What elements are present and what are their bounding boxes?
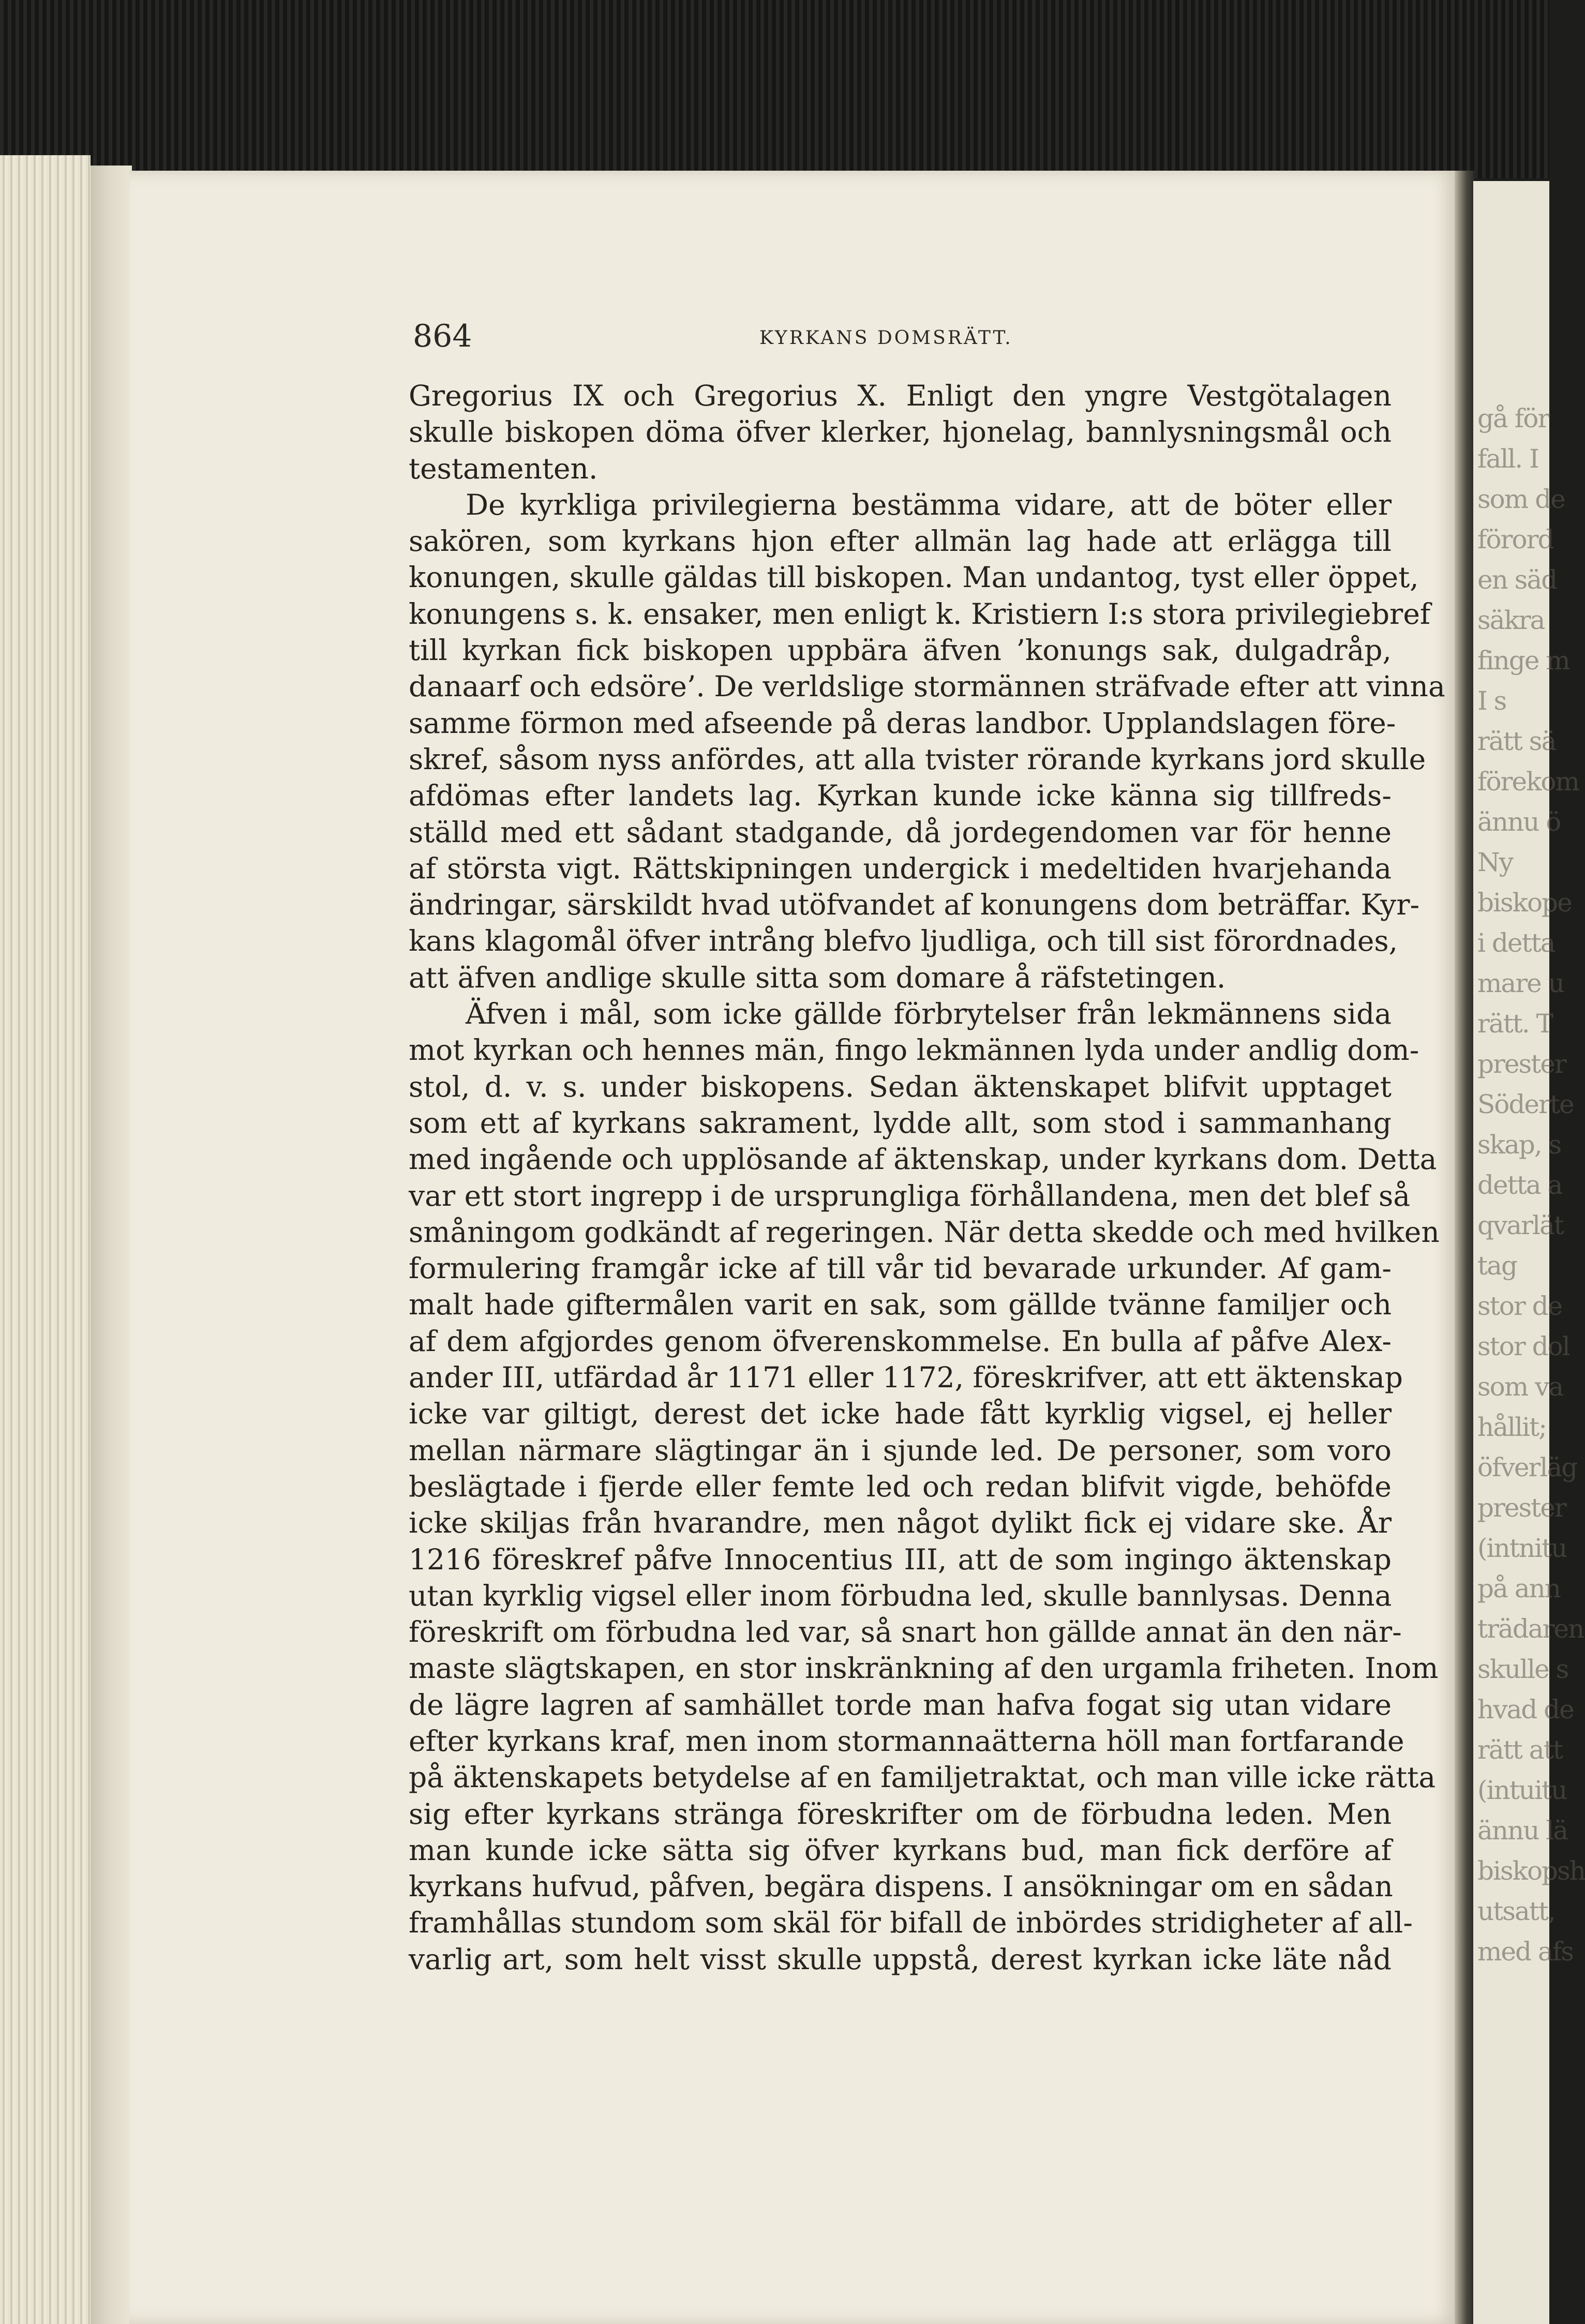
- facing-page-fragment: som de: [1477, 484, 1565, 514]
- text-line: ander III, utfärdad år 1171 eller 1172, föreskrifver, att ett äktenskap: [409, 1361, 1403, 1395]
- scan-background-top: [0, 0, 1549, 178]
- left-gutter: [91, 166, 132, 2324]
- facing-page-fragment: förekom: [1477, 767, 1579, 797]
- text-line: utan kyrklig vigsel eller inom förbudna led, skulle bannlysas. Denna: [409, 1579, 1392, 1612]
- text-line: ställd med ett sådant stadgande, då jordegendomen var för henne: [409, 815, 1392, 849]
- facing-page-fragment: med afs: [1477, 1937, 1573, 1967]
- text-line: kans klagomål öfver intrång blefvo ljudliga, och till sist förordnades,: [409, 924, 1398, 958]
- text-line: af största vigt. Rättskipningen undergick i medeltiden hvarjehanda: [409, 851, 1392, 885]
- text-line: mot kyrkan och hennes män, fingo lekmännen lyda under andlig dom-: [409, 1033, 1419, 1067]
- facing-page-fragment: Söderte: [1477, 1089, 1574, 1119]
- text-line: beslägtade i fjerde eller femte led och redan blifvit vigde, behöfde: [409, 1470, 1392, 1503]
- facing-page-fragment: som va: [1477, 1372, 1563, 1402]
- text-line: konungen, skulle gäldas till biskopen. Man undantog, tyst eller öppet,: [409, 561, 1419, 594]
- text-line: formulering framgår icke af till vår tid bevarade urkunder. Af gam-: [409, 1252, 1392, 1285]
- facing-page-fragment: biskopsh: [1477, 1856, 1585, 1886]
- text-line: De kyrkliga privilegierna bestämma vidare, att de böter eller: [466, 488, 1392, 521]
- text-line: Äfven i mål, som icke gällde förbrytelser från lekmännens sida: [466, 997, 1392, 1031]
- facing-page-fragment: skap, s: [1477, 1130, 1561, 1160]
- text-line: varlig art, som helt visst skulle uppstå, derest kyrkan icke läte nåd: [409, 1942, 1392, 1976]
- facing-page-fragment: på ann: [1477, 1573, 1560, 1603]
- text-line: konungens s. k. ensaker, men enligt k. Kristiern I:s stora privilegiebref: [409, 597, 1431, 631]
- facing-page-fragment: utsatt,: [1477, 1896, 1555, 1926]
- facing-page-fragment: gå för: [1477, 403, 1549, 433]
- facing-page-fragment: (intnitu: [1477, 1533, 1567, 1563]
- page-number: 864: [413, 318, 472, 354]
- facing-page-fragment: stor dol: [1477, 1331, 1569, 1361]
- book-spine-shadow: [1455, 171, 1474, 2324]
- text-line: småningom godkändt af regeringen. När detta skedde och med hvilken: [409, 1215, 1440, 1249]
- facing-page-fragment: I s: [1477, 686, 1506, 716]
- facing-page-fragment: prester: [1477, 1049, 1566, 1079]
- facing-page-fragment: rätt att: [1477, 1735, 1562, 1765]
- running-head: KYRKANS DOMSRÄTT.: [759, 327, 1013, 349]
- facing-page-text: [1477, 398, 1585, 1972]
- text-line: kyrkans hufvud, påfven, begära dispens. I ansökningar om en sådan: [409, 1870, 1393, 1903]
- text-line: icke var giltigt, derest det icke hade fått kyrklig vigsel, ej heller: [409, 1397, 1392, 1431]
- text-line: efter kyrkans kraf, men inom stormannaätterna höll man fortfarande: [409, 1724, 1404, 1758]
- body-text: [409, 378, 1445, 1977]
- facing-page-fragment: ännu ö: [1477, 807, 1561, 837]
- facing-page: [1473, 181, 1585, 2324]
- facing-page-fragment: rätt. T: [1477, 1009, 1553, 1039]
- text-line: var ett stort ingrepp i de ursprungliga förhållandena, men det blef så: [409, 1179, 1411, 1212]
- text-line: man kunde icke sätta sig öfver kyrkans bud, man fick derföre af: [409, 1833, 1392, 1867]
- text-line: sig efter kyrkans stränga föreskrifter om de förbudna leden. Men: [409, 1797, 1392, 1831]
- facing-page-fragment: qvarlät: [1477, 1210, 1563, 1240]
- facing-page-fragment: biskope: [1477, 888, 1572, 918]
- text-line: att äfven andlige skulle sitta som domare å räfstetingen.: [409, 961, 1226, 994]
- text-line: Gregorius IX och Gregorius X. Enligt den yngre Vestgötalagen: [409, 379, 1392, 412]
- text-line: afdömas efter landets lag. Kyrkan kunde icke känna sig tillfreds-: [409, 779, 1392, 813]
- text-line: mellan närmare slägtingar än i sjunde led. De personer, som voro: [409, 1433, 1392, 1467]
- text-line: malt hade giftermålen varit en sak, som gällde tvänne familjer och: [409, 1288, 1392, 1322]
- text-line: till kyrkan fick biskopen uppbära äfven ’konungs sak, dulgadråp,: [409, 634, 1392, 667]
- facing-page-fragment: hållit;: [1477, 1412, 1546, 1442]
- facing-page-fragment: öfverläg: [1477, 1452, 1577, 1482]
- text-line: danaarf och edsöre’. De verldslige stormännen sträfvade efter att vinna: [409, 670, 1445, 703]
- text-line: de lägre lagren af samhället torde man hafva fogat sig utan vidare: [409, 1688, 1392, 1721]
- facing-page-fragment: hvad de: [1477, 1695, 1574, 1725]
- text-line: icke skiljas från hvarandre, men något dylikt fick ej vidare ske. År: [409, 1506, 1392, 1540]
- page-stack-edge: [0, 155, 91, 2324]
- facing-page-fragment: trädaren: [1477, 1614, 1584, 1644]
- page-header: [413, 318, 1385, 365]
- facing-page-fragment: tag: [1477, 1251, 1517, 1281]
- facing-page-fragment: en säd: [1477, 565, 1557, 595]
- text-line: föreskrift om förbudna led var, så snart hon gällde annat än den när-: [409, 1615, 1402, 1649]
- text-line: skulle biskopen döma öfver klerker, hjonelag, bannlysningsmål och: [409, 415, 1392, 449]
- text-line: skref, såsom nyss anfördes, att alla tvister rörande kyrkans jord skulle: [409, 742, 1426, 776]
- text-line: på äktenskapets betydelse af en familjetraktat, och man ville icke rätta: [409, 1761, 1436, 1794]
- facing-page-fragment: ännu lä: [1477, 1816, 1568, 1846]
- facing-page-fragment: mare u: [1477, 968, 1564, 998]
- facing-page-fragment: prester: [1477, 1493, 1566, 1523]
- facing-page-fragment: Ny: [1477, 847, 1513, 877]
- text-line: maste slägtskapen, en stor inskränkning af den urgamla friheten. Inom: [409, 1652, 1439, 1685]
- facing-page-fragment: fall. I: [1477, 444, 1538, 474]
- text-line: som ett af kyrkans sakrament, lydde allt, som stod i sammanhang: [409, 1106, 1392, 1139]
- facing-page-fragment: (intuitu: [1477, 1775, 1567, 1805]
- text-line: 1216 föreskref påfve Innocentius III, att de som ingingo äktenskap: [409, 1542, 1392, 1576]
- facing-page-fragment: förord: [1477, 524, 1553, 554]
- text-line: sakören, som kyrkans hjon efter allmän lag hade att erlägga till: [409, 524, 1392, 558]
- facing-page-fragment: detta a: [1477, 1170, 1562, 1200]
- text-line: stol, d. v. s. under biskopens. Sedan äktenskapet blifvit upptaget: [409, 1070, 1392, 1103]
- facing-page-fragment: säkra: [1477, 605, 1545, 635]
- facing-page-fragment: rätt sä: [1477, 726, 1556, 756]
- text-line: testamenten.: [409, 452, 598, 485]
- facing-page-fragment: i detta: [1477, 928, 1555, 958]
- text-line: samme förmon med afseende på deras landbor. Upplandslagen före-: [409, 706, 1396, 740]
- text-line: af dem afgjordes genom öfverenskommelse. En bulla af påfve Alex-: [409, 1324, 1392, 1358]
- text-line: med ingående och upplösande af äktenskap, under kyrkans dom. Detta: [409, 1143, 1437, 1176]
- facing-page-fragment: finge m: [1477, 646, 1569, 676]
- text-line: ändringar, särskildt hvad utöfvandet af konungens dom beträffar. Kyr-: [409, 888, 1420, 922]
- facing-page-fragment: skulle s: [1477, 1654, 1568, 1684]
- text-line: framhållas stundom som skäl för bifall de inbördes stridigheter af all-: [409, 1906, 1413, 1940]
- facing-page-fragment: stor de: [1477, 1291, 1562, 1321]
